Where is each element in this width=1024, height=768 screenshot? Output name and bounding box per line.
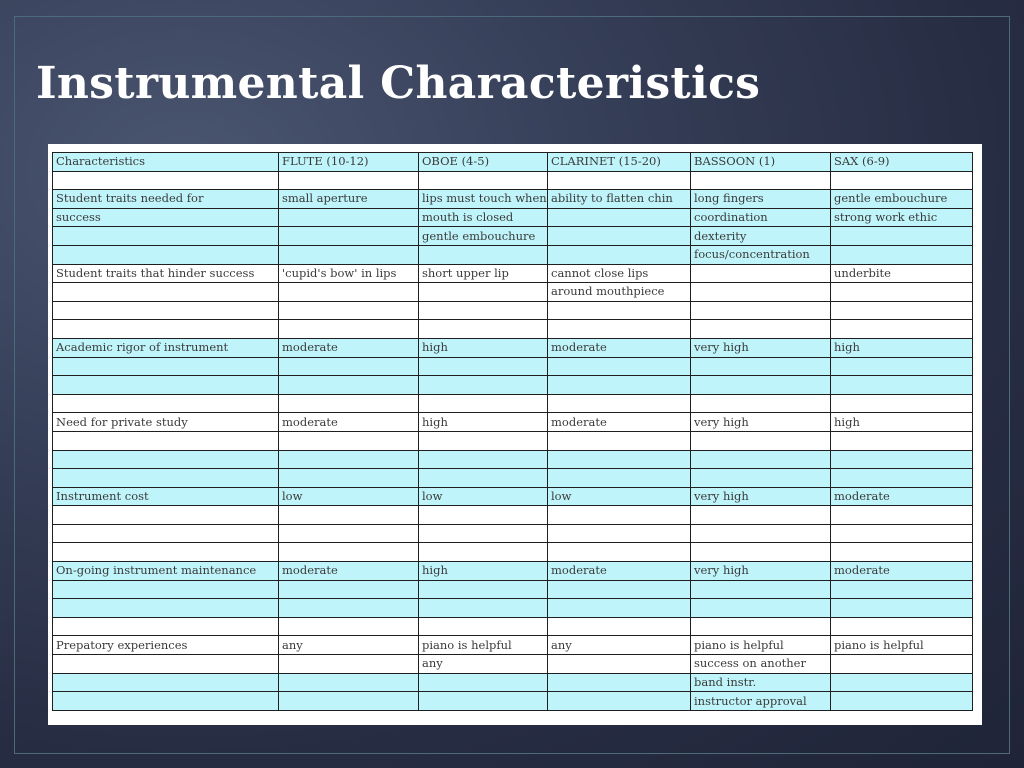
row-label-cell xyxy=(53,245,279,264)
table-cell xyxy=(548,450,691,469)
table-header-row xyxy=(53,153,973,172)
table-cell xyxy=(279,469,419,488)
table-cell xyxy=(548,673,691,692)
table-cell xyxy=(831,376,973,395)
row-label-cell: Prepatory experiences xyxy=(53,636,279,655)
table-cell xyxy=(279,450,419,469)
table-cell xyxy=(279,301,419,320)
table-cell xyxy=(548,227,691,246)
table-cell xyxy=(548,617,691,636)
table-cell xyxy=(279,245,419,264)
table-cell xyxy=(419,692,548,711)
table-cell xyxy=(691,524,831,543)
row-label-cell xyxy=(53,394,279,413)
table-cell xyxy=(279,283,419,302)
row-label-cell xyxy=(53,524,279,543)
table-cell: gentle embouchure xyxy=(419,227,548,246)
row-label-cell: Instrument cost xyxy=(53,487,279,506)
table-cell xyxy=(548,543,691,562)
row-label-cell: success xyxy=(53,208,279,227)
table-cell: moderate xyxy=(548,338,691,357)
table-row xyxy=(53,171,973,190)
table-cell xyxy=(419,543,548,562)
table-cell xyxy=(548,524,691,543)
table-row xyxy=(53,431,973,450)
table-cell xyxy=(691,264,831,283)
row-label-cell xyxy=(53,469,279,488)
table-cell xyxy=(419,450,548,469)
row-label-cell: Student traits that hinder success xyxy=(53,264,279,283)
table-cell: high xyxy=(419,562,548,581)
table-cell xyxy=(831,673,973,692)
table-cell xyxy=(831,580,973,599)
row-label-cell xyxy=(53,655,279,674)
row-label-cell xyxy=(53,543,279,562)
table-cell: band instr. xyxy=(691,673,831,692)
table-cell: focus/concentration xyxy=(691,245,831,264)
table-cell xyxy=(831,171,973,190)
table-cell: small aperture xyxy=(279,190,419,209)
table-cell: very high xyxy=(691,413,831,432)
table-cell xyxy=(691,301,831,320)
table-cell: cannot close lips xyxy=(548,264,691,283)
table-cell xyxy=(279,320,419,339)
table-cell: high xyxy=(831,413,973,432)
row-label-cell xyxy=(53,301,279,320)
table-cell xyxy=(548,655,691,674)
table-row xyxy=(53,692,973,711)
table-cell xyxy=(548,469,691,488)
table-row xyxy=(53,338,973,357)
table-cell xyxy=(419,469,548,488)
table-cell: moderate xyxy=(831,562,973,581)
table-cell xyxy=(691,506,831,525)
table-cell xyxy=(419,599,548,618)
row-label-cell xyxy=(53,580,279,599)
table-cell xyxy=(419,376,548,395)
row-label-cell: Need for private study xyxy=(53,413,279,432)
table-row xyxy=(53,487,973,506)
table-cell: moderate xyxy=(279,338,419,357)
table-cell xyxy=(691,431,831,450)
table-cell xyxy=(831,301,973,320)
table-cell xyxy=(419,283,548,302)
table-cell xyxy=(831,394,973,413)
table-cell xyxy=(279,673,419,692)
row-label-cell xyxy=(53,450,279,469)
header-cell: OBOE (4-5) xyxy=(419,153,548,172)
table-cell xyxy=(831,692,973,711)
table-cell xyxy=(279,394,419,413)
table-cell xyxy=(691,469,831,488)
row-label-cell xyxy=(53,171,279,190)
table-cell: low xyxy=(279,487,419,506)
table-row xyxy=(53,357,973,376)
table-cell xyxy=(419,171,548,190)
table-cell xyxy=(419,617,548,636)
table-cell: coordination xyxy=(691,208,831,227)
table-cell xyxy=(548,357,691,376)
table-cell: mouth is closed xyxy=(419,208,548,227)
table-cell xyxy=(691,171,831,190)
header-cell: SAX (6-9) xyxy=(831,153,973,172)
table-cell xyxy=(548,245,691,264)
table-cell xyxy=(691,580,831,599)
table-cell xyxy=(831,245,973,264)
table-row xyxy=(53,376,973,395)
table-cell: moderate xyxy=(548,562,691,581)
table-row xyxy=(53,636,973,655)
row-label-cell xyxy=(53,617,279,636)
table-row xyxy=(53,617,973,636)
table-cell: 'cupid's bow' in lips xyxy=(279,264,419,283)
row-label-cell xyxy=(53,673,279,692)
header-cell: FLUTE (10-12) xyxy=(279,153,419,172)
table-row xyxy=(53,227,973,246)
table-cell: low xyxy=(548,487,691,506)
table-cell xyxy=(419,524,548,543)
table-cell xyxy=(279,617,419,636)
row-label-cell xyxy=(53,376,279,395)
row-label-cell: Student traits needed for xyxy=(53,190,279,209)
table-cell xyxy=(548,599,691,618)
table-cell xyxy=(548,506,691,525)
table-cell xyxy=(691,543,831,562)
table-row xyxy=(53,283,973,302)
table-cell xyxy=(831,320,973,339)
table-cell xyxy=(419,245,548,264)
header-cell: Characteristics xyxy=(53,153,279,172)
table-cell xyxy=(279,208,419,227)
row-label-cell xyxy=(53,599,279,618)
table-cell xyxy=(831,469,973,488)
row-label-cell xyxy=(53,357,279,376)
table-cell xyxy=(691,357,831,376)
slide-title: Instrumental Characteristics xyxy=(36,58,761,109)
table-cell xyxy=(831,357,973,376)
row-label-cell xyxy=(53,692,279,711)
table-cell xyxy=(419,394,548,413)
table-row xyxy=(53,469,973,488)
table-row xyxy=(53,264,973,283)
table-cell xyxy=(419,301,548,320)
table-cell xyxy=(279,692,419,711)
table-cell xyxy=(831,283,973,302)
table-cell xyxy=(419,673,548,692)
header-cell: BASSOON (1) xyxy=(691,153,831,172)
table-row xyxy=(53,506,973,525)
table-cell: underbite xyxy=(831,264,973,283)
table-cell: high xyxy=(831,338,973,357)
table-cell xyxy=(691,617,831,636)
table-cell: ability to flatten chin xyxy=(548,190,691,209)
table-cell xyxy=(831,617,973,636)
table-cell xyxy=(279,431,419,450)
table-row xyxy=(53,562,973,581)
table-row xyxy=(53,190,973,209)
table-cell: moderate xyxy=(279,413,419,432)
table-cell: low xyxy=(419,487,548,506)
table-cell xyxy=(548,431,691,450)
table-cell: piano is helpful xyxy=(691,636,831,655)
row-label-cell xyxy=(53,227,279,246)
table-cell: any xyxy=(279,636,419,655)
table-cell xyxy=(419,506,548,525)
table-cell xyxy=(691,376,831,395)
table-cell xyxy=(279,376,419,395)
row-label-cell xyxy=(53,431,279,450)
table-cell xyxy=(279,524,419,543)
table-cell: success on another xyxy=(691,655,831,674)
table-cell xyxy=(831,524,973,543)
row-label-cell: Academic rigor of instrument xyxy=(53,338,279,357)
table-cell: instructor approval xyxy=(691,692,831,711)
table-cell xyxy=(279,506,419,525)
table-cell xyxy=(548,208,691,227)
table-cell xyxy=(831,543,973,562)
table-cell xyxy=(419,320,548,339)
table-cell: dexterity xyxy=(691,227,831,246)
table-cell: very high xyxy=(691,338,831,357)
table-cell xyxy=(831,431,973,450)
table-cell xyxy=(691,394,831,413)
characteristics-table xyxy=(52,152,973,711)
table-cell xyxy=(831,450,973,469)
table-cell xyxy=(279,543,419,562)
row-label-cell xyxy=(53,320,279,339)
table-cell xyxy=(419,431,548,450)
table-row xyxy=(53,580,973,599)
table-cell xyxy=(279,655,419,674)
table-cell xyxy=(279,357,419,376)
table-cell: any xyxy=(419,655,548,674)
table-cell xyxy=(548,171,691,190)
table-row xyxy=(53,301,973,320)
table-cell xyxy=(548,320,691,339)
table-cell: short upper lip xyxy=(419,264,548,283)
table-cell: high xyxy=(419,413,548,432)
table-cell: moderate xyxy=(548,413,691,432)
table-cell xyxy=(279,580,419,599)
table-row xyxy=(53,413,973,432)
table-cell xyxy=(548,301,691,320)
table-cell xyxy=(548,692,691,711)
table-cell xyxy=(548,580,691,599)
table-cell xyxy=(691,599,831,618)
table-cell xyxy=(691,450,831,469)
table-cell: long fingers xyxy=(691,190,831,209)
table-cell: moderate xyxy=(831,487,973,506)
table-cell xyxy=(691,320,831,339)
row-label-cell xyxy=(53,506,279,525)
table-cell: lips must touch when xyxy=(419,190,548,209)
table-row xyxy=(53,208,973,227)
table-cell: piano is helpful xyxy=(831,636,973,655)
header-cell: CLARINET (15-20) xyxy=(548,153,691,172)
table-row xyxy=(53,655,973,674)
table-row xyxy=(53,543,973,562)
table-body xyxy=(53,153,973,711)
table-row xyxy=(53,450,973,469)
table-cell: any xyxy=(548,636,691,655)
table-cell xyxy=(831,655,973,674)
table-sheet xyxy=(48,144,982,725)
table-cell: around mouthpiece xyxy=(548,283,691,302)
table-row xyxy=(53,599,973,618)
table-cell xyxy=(279,171,419,190)
table-cell: very high xyxy=(691,562,831,581)
table-cell xyxy=(419,580,548,599)
table-cell xyxy=(548,376,691,395)
table-cell: high xyxy=(419,338,548,357)
table-row xyxy=(53,673,973,692)
table-row xyxy=(53,524,973,543)
table-row xyxy=(53,394,973,413)
table-cell xyxy=(831,227,973,246)
table-cell xyxy=(691,283,831,302)
row-label-cell: On-going instrument maintenance xyxy=(53,562,279,581)
table-cell xyxy=(279,599,419,618)
table-cell: gentle embouchure xyxy=(831,190,973,209)
table-cell xyxy=(548,394,691,413)
table-cell xyxy=(831,506,973,525)
table-cell: very high xyxy=(691,487,831,506)
table-cell xyxy=(831,599,973,618)
table-cell: piano is helpful xyxy=(419,636,548,655)
table-row xyxy=(53,320,973,339)
row-label-cell xyxy=(53,283,279,302)
table-cell xyxy=(419,357,548,376)
table-cell: strong work ethic xyxy=(831,208,973,227)
table-row xyxy=(53,245,973,264)
table-cell xyxy=(279,227,419,246)
table-cell: moderate xyxy=(279,562,419,581)
